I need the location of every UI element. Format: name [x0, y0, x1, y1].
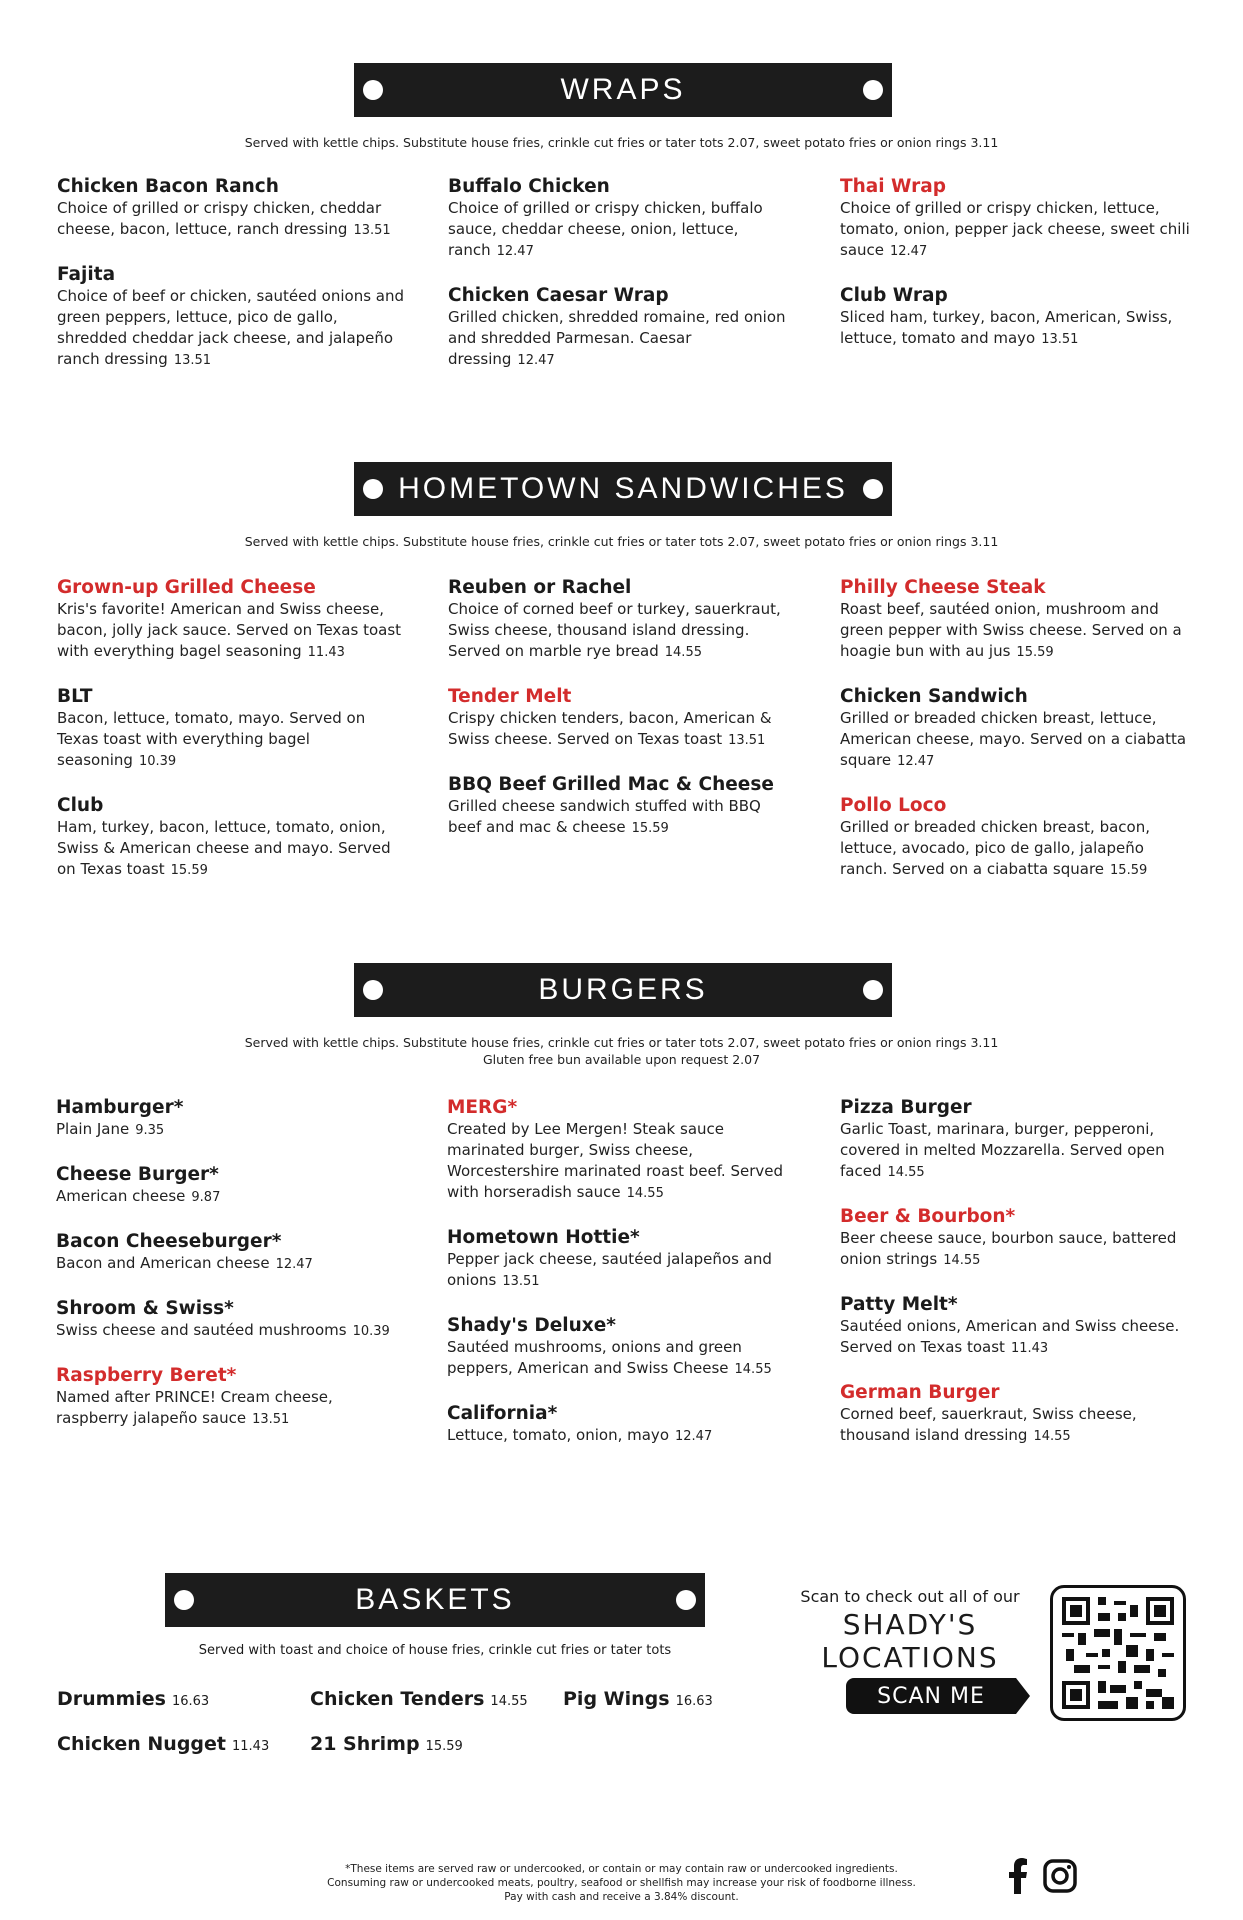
- item-name: Patty Melt*: [840, 1294, 958, 1315]
- item-desc: Created by Lee Mergen! Steak sauce marinated burger, Swiss cheese, Worcestershire marinated roast beef. Served with horseradish sauce 14.55: [447, 1120, 784, 1201]
- item-name: Reuben or Rachel: [448, 577, 632, 598]
- item-price: 13.51: [252, 1412, 290, 1427]
- wraps-banner: [354, 63, 892, 117]
- item-name: Chicken Bacon Ranch: [57, 176, 279, 197]
- wraps-col-3: [840, 175, 1190, 350]
- qr-code[interactable]: [1050, 1585, 1186, 1721]
- sandwiches-col-1: [57, 576, 407, 881]
- item-price: 12.47: [890, 244, 928, 259]
- menu-item: [56, 1096, 406, 1141]
- menu-item: [840, 685, 1190, 772]
- item-name: Hamburger*: [56, 1097, 184, 1118]
- menu-item: [57, 685, 407, 772]
- item-desc: Choice of grilled or crispy chicken, lettuce, tomato, onion, pepper jack cheese, sweet chili sauce 12.47: [840, 199, 1190, 259]
- menu-item: [447, 1226, 797, 1292]
- item-desc: Grilled chicken, shredded romaine, red onion and shredded Parmesan. Caesar dressing 12.47: [448, 308, 786, 368]
- menu-item: [56, 1163, 406, 1208]
- item-desc: Bacon and American cheese 12.47: [56, 1254, 313, 1272]
- item-price: 12.47: [675, 1429, 713, 1444]
- basket-item: Chicken Nugget 11.43: [57, 1733, 270, 1755]
- item-price: 12.47: [275, 1257, 313, 1272]
- menu-item: [57, 175, 407, 241]
- item-name: Hometown Hottie*: [447, 1227, 640, 1248]
- item-name: Philly Cheese Steak: [840, 577, 1046, 598]
- item-desc: Choice of grilled or crispy chicken, cheddar cheese, bacon, lettuce, ranch dressing 13.51: [57, 199, 391, 238]
- burgers-banner: [354, 963, 892, 1017]
- item-desc: Corned beef, sauerkraut, Swiss cheese, thousand island dressing 14.55: [840, 1405, 1137, 1444]
- menu-item: [448, 175, 798, 262]
- scan-me-button[interactable]: SCAN ME: [846, 1678, 1016, 1714]
- basket-item: 21 Shrimp 15.59: [310, 1733, 463, 1755]
- menu-item: [448, 773, 798, 839]
- item-name: Club Wrap: [840, 285, 948, 306]
- item-desc: Grilled cheese sandwich stuffed with BBQ beef and mac & cheese 15.59: [448, 797, 761, 836]
- item-name: Club: [57, 795, 104, 816]
- item-desc: Sautéed onions, American and Swiss cheese. Served on Texas toast 11.43: [840, 1317, 1180, 1356]
- item-name: Shady's Deluxe*: [447, 1315, 616, 1336]
- item-desc: American cheese 9.87: [56, 1187, 221, 1205]
- item-name: Raspberry Beret*: [56, 1365, 237, 1386]
- item-price: 14.55: [734, 1362, 772, 1377]
- menu-item: [840, 794, 1190, 881]
- item-name: Shroom & Swiss*: [56, 1298, 234, 1319]
- menu-item: [448, 284, 798, 371]
- section-title: BURGERS: [538, 973, 708, 1006]
- menu-item: [840, 1096, 1190, 1183]
- item-price: 12.47: [897, 754, 935, 769]
- dot-icon: [363, 980, 383, 1000]
- menu-item: [447, 1402, 797, 1447]
- basket-item: Drummies 16.63: [57, 1688, 210, 1710]
- item-name: Chicken Caesar Wrap: [448, 285, 669, 306]
- item-price: 15.59: [1110, 863, 1148, 878]
- item-desc: Lettuce, tomato, onion, mayo 12.47: [447, 1426, 713, 1444]
- item-desc: Crispy chicken tenders, bacon, American & Swiss cheese. Served on Texas toast 13.51: [448, 709, 772, 748]
- item-desc: Bacon, lettuce, tomato, mayo. Served on Texas toast with everything bagel seasoning 10.39: [57, 709, 366, 769]
- section-title: HOMETOWN SANDWICHES: [398, 472, 848, 505]
- burgers-col-3: [840, 1096, 1190, 1447]
- menu-item: [57, 263, 407, 371]
- menu-item: [56, 1297, 406, 1342]
- item-desc: Grilled or breaded chicken breast, bacon, lettuce, avocado, pico de gallo, jalapeño ranch. Served on a ciabatta square 15.59: [840, 818, 1150, 878]
- sandwiches-banner: [354, 462, 892, 516]
- menu-item: [447, 1314, 797, 1380]
- item-desc: Sautéed mushrooms, onions and green peppers, American and Swiss Cheese 14.55: [447, 1338, 772, 1377]
- menu-item: [56, 1230, 406, 1275]
- item-desc: Kris's favorite! American and Swiss cheese, bacon, jolly jack sauce. Served on Texas toast with everything bagel seasoning 11.43: [57, 600, 402, 660]
- baskets-banner: [165, 1573, 705, 1627]
- wraps-col-1: [57, 175, 407, 371]
- section-title: BASKETS: [355, 1583, 515, 1616]
- item-price: 14.55: [1033, 1429, 1071, 1444]
- item-price: 14.55: [943, 1253, 981, 1268]
- menu-item: [840, 576, 1190, 663]
- item-desc: Plain Jane 9.35: [56, 1120, 165, 1138]
- menu-item: [57, 576, 407, 663]
- menu-item: [840, 175, 1190, 262]
- item-desc: Choice of beef or chicken, sautéed onions and green peppers, lettuce, pico de gallo, shredded cheddar jack cheese, and jalapeño ranch dressing 13.51: [57, 287, 405, 368]
- dot-icon: [676, 1590, 696, 1610]
- item-price: 14.55: [626, 1186, 664, 1201]
- scan-pill-arrow: [1016, 1678, 1030, 1714]
- item-desc: Sliced ham, turkey, bacon, American, Swiss, lettuce, tomato and mayo 13.51: [840, 308, 1173, 347]
- item-name: California*: [447, 1403, 558, 1424]
- item-desc: Garlic Toast, marinara, burger, pepperoni, covered in melted Mozzarella. Served open faced 14.55: [840, 1120, 1165, 1180]
- qr-caption: Scan to check out all of our SHADY'S LOCATIONS: [800, 1587, 1020, 1674]
- item-desc: Grilled or breaded chicken breast, lettuce, American cheese, mayo. Served on a ciabatta square 12.47: [840, 709, 1187, 769]
- item-price: 12.47: [496, 244, 534, 259]
- item-desc: Choice of grilled or crispy chicken, buffalo sauce, cheddar cheese, onion, lettuce, ranch 12.47: [448, 199, 763, 259]
- dot-icon: [863, 80, 883, 100]
- item-name: Pizza Burger: [840, 1097, 972, 1118]
- item-price: 10.39: [138, 754, 177, 769]
- item-desc: Ham, turkey, bacon, lettuce, tomato, onion, Swiss & American cheese and mayo. Served on Texas toast 15.59: [57, 818, 391, 878]
- item-name: BLT: [57, 686, 93, 707]
- facebook-icon[interactable]: [1007, 1858, 1029, 1894]
- menu-item: [56, 1364, 406, 1430]
- item-price: 10.39: [352, 1324, 390, 1339]
- item-desc: Choice of corned beef or turkey, sauerkraut, Swiss cheese, thousand island dressing. Served on marble rye bread 14.55: [448, 600, 781, 660]
- instagram-icon[interactable]: [1042, 1858, 1078, 1894]
- section-note: Served with kettle chips. Substitute house fries, crinkle cut fries or tater tots 2.07, sweet potato fries or onion rings 3.11: [244, 135, 999, 150]
- menu-item: [840, 1381, 1190, 1447]
- item-price: 11.43: [307, 645, 345, 660]
- item-price: 13.51: [1041, 332, 1079, 347]
- item-name: Buffalo Chicken: [448, 176, 610, 197]
- item-name: BBQ Beef Grilled Mac & Cheese: [448, 774, 774, 795]
- item-price: 15.59: [1016, 645, 1054, 660]
- item-name: Chicken Sandwich: [840, 686, 1028, 707]
- basket-item: Pig Wings 16.63: [563, 1688, 713, 1710]
- footer-disclaimer: *These items are served raw or undercooked, or contain or may contain raw or undercooked ingredients. Consuming raw or undercooked meats, poultry, seafood or shellfish may increase your risk of foodborne illness. Pay with cash and receive a 3.84% discount.: [327, 1863, 916, 1903]
- wraps-col-2: [448, 175, 798, 371]
- item-price: 11.43: [1010, 1341, 1049, 1356]
- item-desc: Beer cheese sauce, bourbon sauce, battered onion strings 14.55: [840, 1229, 1177, 1268]
- menu-item: [840, 284, 1190, 350]
- item-name: MERG*: [447, 1097, 518, 1118]
- item-desc: Pepper jack cheese, sautéed jalapeños and onions 13.51: [447, 1250, 772, 1289]
- item-price: 13.51: [728, 733, 766, 748]
- menu-item: [448, 685, 798, 751]
- item-desc: Named after PRINCE! Cream cheese, raspberry jalapeño sauce 13.51: [56, 1388, 333, 1427]
- dot-icon: [363, 479, 383, 499]
- basket-item: Chicken Tenders 14.55: [310, 1688, 528, 1710]
- menu-item: [840, 1293, 1190, 1359]
- item-price: 13.51: [502, 1274, 540, 1289]
- dot-icon: [863, 980, 883, 1000]
- menu-item: [840, 1205, 1190, 1271]
- dot-icon: [363, 80, 383, 100]
- menu-item: [57, 794, 407, 881]
- item-name: Tender Melt: [448, 686, 572, 707]
- item-desc: Roast beef, sautéed onion, mushroom and green pepper with Swiss cheese. Served on a hoagie bun with au jus 15.59: [840, 600, 1182, 660]
- item-name: Fajita: [57, 264, 116, 285]
- item-name: Grown-up Grilled Cheese: [57, 577, 316, 598]
- menu-item: [448, 576, 798, 663]
- item-price: 15.59: [170, 863, 208, 878]
- item-name: German Burger: [840, 1382, 1000, 1403]
- qr-code-icon: [1062, 1597, 1174, 1709]
- section-note: Served with toast and choice of house fries, crinkle cut fries or tater tots: [198, 1643, 672, 1658]
- burgers-col-1: [56, 1096, 406, 1430]
- sandwiches-col-2: [448, 576, 798, 839]
- item-name: Cheese Burger*: [56, 1164, 219, 1185]
- item-name: Thai Wrap: [840, 176, 946, 197]
- item-price: 13.51: [173, 353, 212, 368]
- item-price: 9.35: [135, 1123, 165, 1138]
- section-note: Served with kettle chips. Substitute house fries, crinkle cut fries or tater tots 2.07, sweet potato fries or onion rings 3.11: [244, 534, 999, 549]
- item-price: 14.55: [887, 1165, 925, 1180]
- item-price: 13.51: [353, 223, 391, 238]
- dot-icon: [863, 479, 883, 499]
- item-price: 12.47: [517, 353, 555, 368]
- dot-icon: [174, 1590, 194, 1610]
- burgers-col-2: [447, 1096, 797, 1447]
- section-title: WRAPS: [560, 73, 686, 106]
- menu-item: [447, 1096, 797, 1204]
- item-desc: Swiss cheese and sautéed mushrooms 10.39: [56, 1321, 390, 1339]
- item-price: 15.59: [631, 821, 669, 836]
- section-note: Served with kettle chips. Substitute house fries, crinkle cut fries or tater tots 2.07, sweet potato fries or onion rings 3.11 Gluten free bun available upon request 2.07: [244, 1035, 999, 1067]
- item-name: Bacon Cheeseburger*: [56, 1231, 282, 1252]
- sandwiches-col-3: [840, 576, 1190, 881]
- item-name: Beer & Bourbon*: [840, 1206, 1016, 1227]
- item-name: Pollo Loco: [840, 795, 947, 816]
- item-price: 9.87: [191, 1190, 221, 1205]
- item-price: 14.55: [664, 645, 702, 660]
